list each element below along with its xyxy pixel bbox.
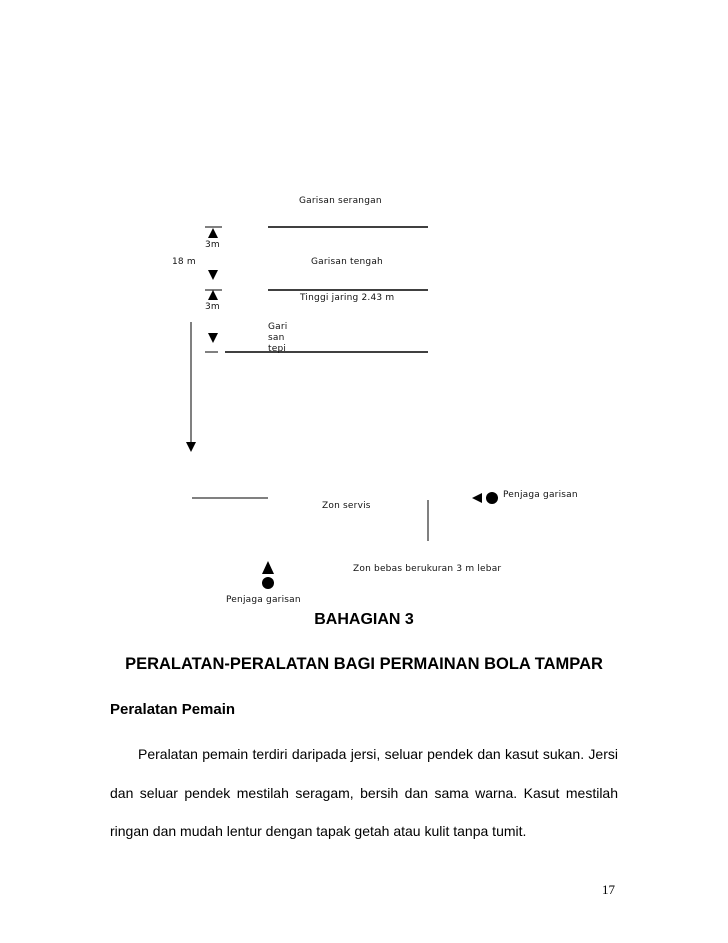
arrow-left-icon — [472, 493, 482, 503]
chapter-title: PERALATAN-PERALATAN BAGI PERMAINAN BOLA TAMPAR — [125, 655, 603, 673]
arrow-up-icon — [208, 228, 218, 238]
side-line-label: Gari san tepi — [268, 322, 288, 354]
eighteen-m-label: 18 m — [172, 257, 196, 267]
body-paragraph: Peralatan pemain terdiri daripada jersi, seluar pendek dan kasut sukan. Jersi dan seluar pendek mestilah seragam, bersih dan sama warna. Kasut mestilah ringan dan mudah lentur dengan tapak getah atau kulit tanpa tumit. — [110, 746, 618, 839]
center-line-label: Garisan tengah — [311, 257, 383, 267]
line-judge-icon — [262, 577, 274, 589]
line-judge-right-label: Penjaga garisan — [503, 490, 578, 500]
free-zone-label: Zon bebas berukuran 3 m lebar — [353, 564, 502, 574]
arrow-down-icon — [208, 270, 218, 280]
subsection-title: Peralatan Pemain — [110, 701, 236, 718]
line-judge-icon — [486, 492, 498, 504]
attack-line-label: Garisan serangan — [299, 196, 382, 206]
line-judge-bottom-label: Penjaga garisan — [226, 595, 301, 605]
arrow-down-icon — [208, 333, 218, 343]
three-m-label-bottom: 3m — [205, 302, 220, 312]
service-zone-label: Zon servis — [322, 501, 371, 511]
section-heading: BAHAGIAN 3 — [314, 611, 414, 628]
net-height-label: Tinggi jaring 2.43 m — [300, 293, 395, 303]
arrow-down-icon — [186, 442, 196, 452]
arrow-up-icon — [208, 290, 218, 300]
page-number: 17 — [602, 882, 615, 897]
arrow-up-icon — [262, 561, 274, 574]
three-m-label-top: 3m — [205, 240, 220, 250]
